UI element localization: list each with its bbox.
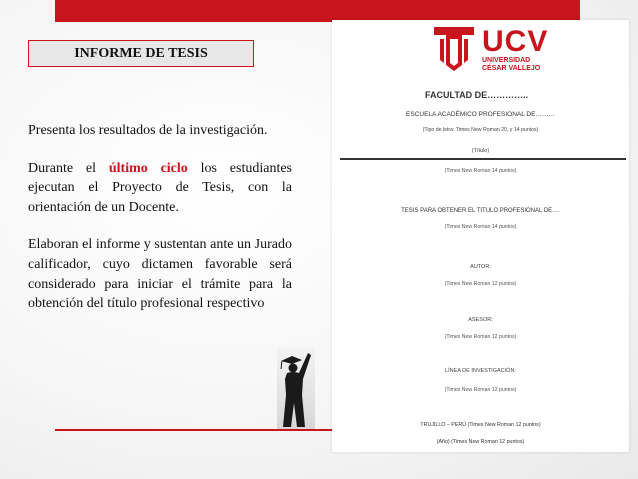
slide-title: INFORME DE TESIS — [74, 45, 208, 61]
paragraph-last-cycle-start: Durante el — [28, 160, 109, 176]
doc-font-note: (Tipo de letra: Times New Roman 20, y 14 puntos) — [422, 127, 539, 133]
doc-school: ESCUELA ACADÉMICO PROFESIONAL DE……… — [406, 111, 555, 118]
doc-font-size-12-a: (Times New Roman 12 puntos) — [444, 281, 517, 287]
paragraph-last-cycle-end: los estudiantes ejecutan el Proyecto de Tesis, con la orientación de un Docente. — [28, 160, 292, 215]
doc-font-size-12-c: (Times New Roman 12 puntos) — [444, 387, 517, 393]
slide-body-text — [28, 121, 292, 332]
slide-title-box — [28, 40, 254, 67]
graduate-silhouette-image — [277, 347, 315, 431]
doc-advisor-label: ASESOR: — [468, 317, 493, 323]
bottom-accent-line — [55, 429, 338, 431]
ucv-logo-subtitle — [482, 57, 540, 73]
doc-title-placeholder: (Título) — [471, 148, 490, 154]
ucv-logo — [432, 25, 549, 72]
ucv-shield-icon — [432, 25, 476, 71]
logo-sub-vallejo: CÉSAR VALLEJO — [482, 65, 541, 72]
doc-font-size-14-b: (Times New Roman 14 puntos) — [444, 224, 517, 230]
doc-year-line: (Año) (Times New Roman 12 puntos) — [436, 439, 525, 445]
paragraph-jury: Elaboran el informe y sustentan ante un Jurado calificador, cuyo dictamen favorable será considerado para iniciar el trámite para la obtención del título profesional respectivo — [28, 237, 292, 312]
doc-title-rule — [340, 158, 626, 160]
doc-faculty: FACULTAD DE………….. — [425, 90, 529, 100]
doc-thesis-line: TESIS PARA OBTENER EL TITULO PROFESIONAL DE…. — [401, 208, 560, 214]
doc-font-size-14-a: (Times New Roman 14 puntos) — [444, 168, 517, 174]
highlight-last-cycle: último ciclo — [108, 160, 188, 176]
paragraph-results: Presenta los resultados de la investigación. — [28, 123, 268, 138]
doc-place-line: TRUJILLO – PERÚ (Times New Roman 12 puntos) — [420, 422, 541, 428]
doc-author-label: AUTOR: — [470, 264, 491, 270]
logo-sub-universidad: UNIVERSIDAD — [482, 57, 531, 64]
top-accent-bar — [55, 0, 580, 22]
ucv-logo-text: UCV — [482, 25, 549, 58]
doc-font-size-12-b: (Times New Roman 12 puntos) — [444, 334, 517, 340]
thesis-cover-document — [332, 20, 629, 452]
doc-research-line-label: LÍNEA DE INVESTIGACIÓN: — [445, 368, 516, 374]
paragraph-last-cycle — [28, 159, 292, 218]
